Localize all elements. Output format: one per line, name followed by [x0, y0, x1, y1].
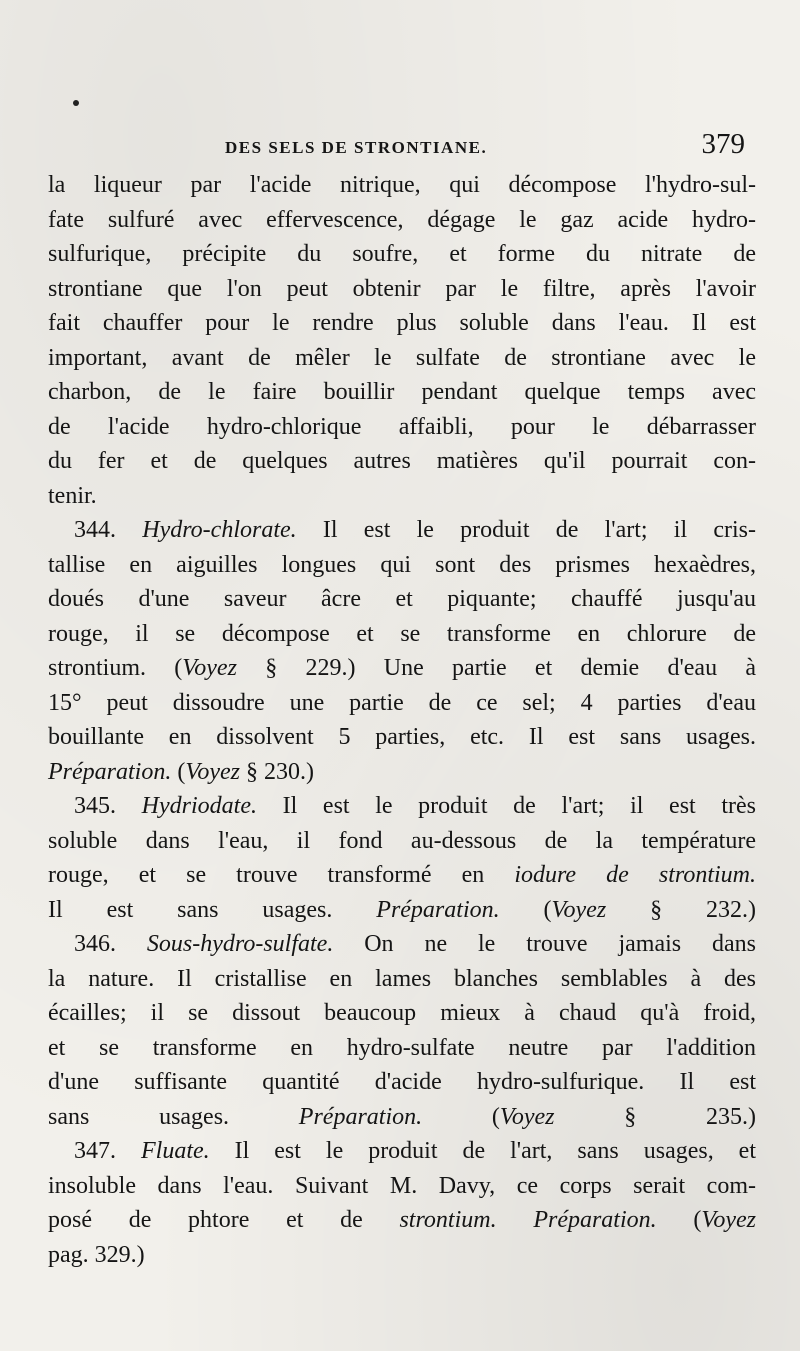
text-line — [48, 720, 756, 755]
italic-text: Préparation. — [376, 896, 500, 923]
text-segment: insoluble dans l'eau. Suivant M. Davy, ce corps serait com- — [48, 1172, 756, 1199]
text-segment: strontiane que l'on peut obtenir par le filtre, après l'avoir — [48, 275, 756, 302]
ink-spot — [73, 100, 79, 106]
text-segment: soluble dans l'eau, il fond au-dessous de la température — [48, 827, 756, 854]
text-line — [48, 1100, 756, 1135]
text-segment: Il est sans usages. — [48, 896, 377, 923]
text-segment: Il est le produit de l'art, sans usages, et — [209, 1138, 757, 1164]
text-segment: ( — [171, 758, 186, 785]
text-segment: 344. — [74, 517, 143, 543]
text-segment: fate sulfuré avec effervescence, dégage le gaz acide hydro- — [48, 206, 756, 233]
text-line — [48, 1203, 756, 1238]
text-segment: § 229.) Une partie et demie d'eau à — [236, 655, 756, 681]
italic-text: Voyez — [499, 1103, 555, 1130]
text-segment: ( — [499, 896, 552, 923]
text-segment: Il est le produit de l'art; il est très — [256, 793, 757, 819]
text-segment: 345. — [74, 793, 142, 819]
text-segment: bouillante en dissolvent 5 parties, etc. Il est sans usages. — [48, 724, 756, 750]
text-line — [48, 513, 756, 548]
italic-text: Voyez — [185, 758, 240, 785]
italic-text: Sous-hydro-sulfate. — [146, 931, 334, 957]
text-segment: ( — [422, 1103, 500, 1130]
italic-text: strontium. — [399, 1207, 497, 1233]
text-segment: sans usages. — [48, 1103, 299, 1130]
text-segment: ( — [656, 1207, 702, 1233]
text-line — [48, 996, 756, 1031]
text-line — [48, 617, 756, 652]
text-segment: écailles; il se dissout beaucoup mieux à chaud qu'à froid, — [48, 1000, 756, 1026]
text-line — [48, 1134, 756, 1169]
italic-text: Voyez — [551, 896, 607, 923]
text-segment: de l'acide hydro-chlorique affaibli, pour le débarrasser — [48, 413, 756, 440]
italic-text: Fluate. — [140, 1138, 210, 1164]
text-line — [48, 962, 756, 997]
text-line — [48, 203, 756, 238]
text-segment: § 232.) — [606, 896, 756, 923]
text-line — [48, 306, 756, 341]
text-line — [48, 651, 756, 686]
text-segment: strontium. ( — [48, 655, 183, 681]
text-line — [48, 686, 756, 721]
text-body — [48, 168, 756, 1272]
text-segment: fait chauffer pour le rendre plus soluble dans l'eau. Il est — [48, 310, 756, 336]
text-segment: du fer et de quelques autres matières qu'il pourrait con- — [48, 448, 756, 474]
text-segment: la liqueur par l'acide nitrique, qui décompose l'hydro-sul- — [48, 172, 756, 198]
italic-text: Voyez — [182, 655, 237, 681]
italic-text: Préparation. — [533, 1207, 657, 1233]
text-line — [48, 444, 756, 479]
text-line — [48, 824, 756, 859]
page-header — [225, 128, 745, 168]
text-segment: pag. 329.) — [48, 1241, 145, 1268]
text-line — [48, 1031, 756, 1066]
text-segment: posé de phtore et de — [48, 1207, 400, 1233]
text-line — [48, 858, 756, 893]
text-segment: tenir. — [48, 482, 97, 509]
text-line — [48, 1065, 756, 1100]
text-segment — [497, 1207, 534, 1233]
text-line — [48, 341, 756, 376]
text-line — [48, 1238, 756, 1273]
italic-text: Préparation. — [48, 758, 172, 785]
text-line — [48, 755, 756, 790]
text-segment: charbon, de le faire bouillir pendant quelque temps avec — [48, 379, 756, 405]
text-segment: On ne le trouve jamais dans — [333, 931, 756, 957]
running-title: DES SELS DE STRONTIANE. — [225, 138, 488, 157]
text-line — [48, 237, 756, 272]
text-segment: 346. — [74, 931, 147, 957]
text-line — [48, 548, 756, 583]
italic-text: Hydriodate. — [141, 793, 257, 819]
text-line — [48, 1169, 756, 1204]
italic-text: Hydro-chlorate. — [142, 517, 297, 543]
text-segment: § 230.) — [239, 758, 314, 785]
text-segment: rouge, et se trouve transformé en — [48, 862, 515, 888]
text-line — [48, 375, 756, 410]
text-segment: doués d'une saveur âcre et piquante; chauffé jusqu'au — [48, 586, 756, 612]
italic-text: iodure de strontium. — [514, 862, 756, 888]
text-segment: et se transforme en hydro-sulfate neutre par l'addition — [48, 1034, 756, 1061]
text-line — [48, 168, 756, 203]
text-line — [48, 927, 756, 962]
text-segment: § 235.) — [554, 1103, 756, 1130]
italic-text: Préparation. — [298, 1103, 423, 1130]
text-segment: Il est le produit de l'art; il cris- — [296, 517, 757, 543]
text-segment: la nature. Il cristallise en lames blanches semblables à des — [48, 965, 756, 992]
text-segment: sulfurique, précipite du soufre, et forme du nitrate de — [48, 241, 756, 267]
text-segment: 15° peut dissoudre une partie de ce sel; 4 parties d'eau — [48, 689, 756, 716]
text-line — [48, 479, 756, 514]
text-segment: important, avant de mêler le sulfate de strontiane avec le — [48, 344, 756, 371]
text-segment: d'une suffisante quantité d'acide hydro-sulfurique. Il est — [48, 1069, 756, 1095]
text-line — [48, 272, 756, 307]
text-segment: 347. — [74, 1138, 141, 1164]
page-number: 379 — [701, 128, 745, 160]
italic-text: Voyez — [701, 1207, 756, 1233]
text-segment: tallise en aiguilles longues qui sont des prismes hexaèdres, — [48, 551, 756, 578]
text-line — [48, 893, 756, 928]
text-line — [48, 789, 756, 824]
text-line — [48, 582, 756, 617]
text-segment: rouge, il se décompose et se transforme en chlorure de — [48, 620, 756, 647]
text-line — [48, 410, 756, 445]
